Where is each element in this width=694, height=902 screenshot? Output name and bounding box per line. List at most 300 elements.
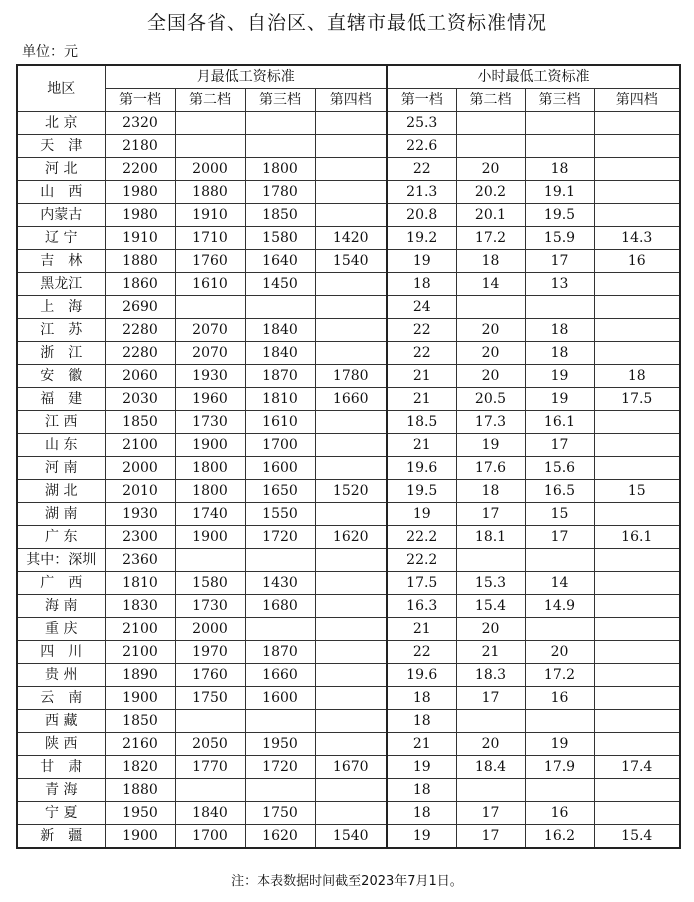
monthly-tier-1-cell: 1900	[105, 687, 175, 710]
table-row	[17, 296, 680, 319]
hourly-tier-1-cell: 19	[387, 825, 456, 849]
monthly-tier-4-cell	[315, 595, 387, 618]
monthly-tier-4-cell	[315, 319, 387, 342]
hourly-tier-4-cell	[594, 273, 680, 296]
monthly-tier-2-cell	[175, 710, 245, 733]
monthly-tier-2-cell: 1800	[175, 480, 245, 503]
table-row	[17, 503, 680, 526]
monthly-tier-4: 第四档	[315, 89, 387, 112]
hourly-tier-2: 第二档	[456, 89, 525, 112]
monthly-tier-3-cell: 1720	[245, 756, 315, 779]
monthly-tier-3-cell	[245, 135, 315, 158]
hourly-tier-4-cell	[594, 342, 680, 365]
hourly-tier-1-cell: 21	[387, 434, 456, 457]
monthly-tier-4-cell	[315, 733, 387, 756]
monthly-tier-3-cell: 1600	[245, 687, 315, 710]
hourly-tier-2-cell	[456, 779, 525, 802]
monthly-tier-4-cell	[315, 503, 387, 526]
hourly-tier-2-cell: 20	[456, 342, 525, 365]
monthly-tier-1-cell: 2200	[105, 158, 175, 181]
monthly-tier-4-cell	[315, 434, 387, 457]
hourly-tier-2-cell: 15.4	[456, 595, 525, 618]
monthly-tier-3-cell	[245, 549, 315, 572]
monthly-tier-4-cell: 1420	[315, 227, 387, 250]
monthly-tier-1-cell: 2030	[105, 388, 175, 411]
hourly-tier-4-cell: 17.5	[594, 388, 680, 411]
hourly-tier-2-cell: 17.2	[456, 227, 525, 250]
monthly-tier-4-cell	[315, 710, 387, 733]
monthly-tier-2-cell: 1580	[175, 572, 245, 595]
hourly-tier-2-cell: 21	[456, 641, 525, 664]
hourly-tier-4-cell	[594, 319, 680, 342]
monthly-tier-1-cell: 2300	[105, 526, 175, 549]
hourly-tier-2-cell: 20	[456, 618, 525, 641]
hourly-tier-1-cell: 20.8	[387, 204, 456, 227]
monthly-tier-3-cell: 1580	[245, 227, 315, 250]
unit-label: 单位：元	[22, 44, 78, 60]
monthly-tier-2-cell: 1700	[175, 825, 245, 849]
monthly-tier-1-cell: 1880	[105, 250, 175, 273]
table-row	[17, 687, 680, 710]
monthly-tier-3-cell: 1870	[245, 641, 315, 664]
monthly-tier-2-cell: 1710	[175, 227, 245, 250]
hourly-tier-4-cell	[594, 572, 680, 595]
hourly-tier-3-cell	[525, 112, 594, 135]
hourly-tier-3-cell	[525, 618, 594, 641]
hourly-tier-1-cell: 18	[387, 802, 456, 825]
region-cell: 西 藏	[17, 710, 105, 733]
monthly-tier-1-cell: 1980	[105, 204, 175, 227]
hourly-tier-3-cell: 17	[525, 250, 594, 273]
monthly-tier-4-cell	[315, 411, 387, 434]
monthly-tier-1-cell: 2280	[105, 319, 175, 342]
hourly-tier-2-cell: 18.3	[456, 664, 525, 687]
hourly-tier-2-cell	[456, 296, 525, 319]
hourly-tier-3-cell: 16.1	[525, 411, 594, 434]
monthly-tier-2-cell	[175, 112, 245, 135]
hourly-tier-2-cell: 20	[456, 319, 525, 342]
hourly-tier-3-cell: 17	[525, 526, 594, 549]
monthly-tier-3-cell: 1800	[245, 158, 315, 181]
monthly-tier-4-cell	[315, 181, 387, 204]
hourly-tier-4-cell	[594, 457, 680, 480]
monthly-tier-4-cell: 1620	[315, 526, 387, 549]
hourly-tier-1-cell: 19.6	[387, 664, 456, 687]
hourly-tier-3-cell: 15.6	[525, 457, 594, 480]
monthly-tier-1-cell: 1930	[105, 503, 175, 526]
monthly-tier-3-cell: 1650	[245, 480, 315, 503]
monthly-tier-3-cell: 1660	[245, 664, 315, 687]
monthly-tier-2-cell: 2050	[175, 733, 245, 756]
hourly-tier-3-cell: 17.9	[525, 756, 594, 779]
hourly-tier-1-cell: 22	[387, 158, 456, 181]
monthly-tier-3-cell	[245, 112, 315, 135]
hourly-tier-1-cell: 18	[387, 273, 456, 296]
hourly-tier-4-cell	[594, 204, 680, 227]
hourly-tier-2-cell: 15.3	[456, 572, 525, 595]
hourly-tier-3-cell: 16.2	[525, 825, 594, 849]
hourly-tier-1-cell: 21	[387, 733, 456, 756]
region-cell: 山 东	[17, 434, 105, 457]
monthly-tier-4-cell	[315, 204, 387, 227]
monthly-tier-3-cell	[245, 296, 315, 319]
monthly-tier-1-cell: 1980	[105, 181, 175, 204]
table-row	[17, 135, 680, 158]
region-cell: 安 徽	[17, 365, 105, 388]
monthly-tier-1-cell: 1950	[105, 802, 175, 825]
hourly-tier-3-cell: 13	[525, 273, 594, 296]
monthly-tier-4-cell	[315, 779, 387, 802]
monthly-tier-4-cell: 1780	[315, 365, 387, 388]
table-row	[17, 572, 680, 595]
table-row	[17, 158, 680, 181]
hourly-tier-2-cell: 20	[456, 158, 525, 181]
hourly-tier-2-cell: 20	[456, 365, 525, 388]
monthly-tier-4-cell	[315, 549, 387, 572]
monthly-tier-4-cell: 1540	[315, 825, 387, 849]
monthly-tier-1-cell: 2280	[105, 342, 175, 365]
monthly-tier-2-cell: 1610	[175, 273, 245, 296]
table-row	[17, 250, 680, 273]
monthly-tier-2-cell: 2070	[175, 319, 245, 342]
monthly-tier-2-cell	[175, 135, 245, 158]
hourly-tier-2-cell: 18	[456, 250, 525, 273]
monthly-tier-3-cell: 1840	[245, 342, 315, 365]
monthly-tier-4-cell	[315, 802, 387, 825]
hourly-tier-4-cell	[594, 549, 680, 572]
hourly-tier-1-cell: 17.5	[387, 572, 456, 595]
hourly-tier-3: 第三档	[525, 89, 594, 112]
hourly-tier-4-cell: 17.4	[594, 756, 680, 779]
monthly-tier-2-cell: 1750	[175, 687, 245, 710]
hourly-tier-3-cell	[525, 549, 594, 572]
table-row	[17, 204, 680, 227]
monthly-tier-3-cell: 1850	[245, 204, 315, 227]
region-cell: 福 建	[17, 388, 105, 411]
header-row-groups	[17, 65, 680, 89]
region-cell: 山 西	[17, 181, 105, 204]
hourly-tier-2-cell: 20.1	[456, 204, 525, 227]
hourly-tier-1-cell: 22.6	[387, 135, 456, 158]
monthly-tier-4-cell: 1540	[315, 250, 387, 273]
hourly-tier-1-cell: 16.3	[387, 595, 456, 618]
hourly-tier-2-cell	[456, 112, 525, 135]
monthly-tier-1-cell: 2360	[105, 549, 175, 572]
hourly-tier-1-cell: 18	[387, 710, 456, 733]
region-cell: 湖 北	[17, 480, 105, 503]
monthly-tier-1-cell: 1820	[105, 756, 175, 779]
monthly-tier-1-cell: 2180	[105, 135, 175, 158]
table-row	[17, 112, 680, 135]
monthly-tier-3-cell: 1750	[245, 802, 315, 825]
hourly-tier-3-cell: 19.5	[525, 204, 594, 227]
monthly-tier-3: 第三档	[245, 89, 315, 112]
hourly-tier-3-cell: 14.9	[525, 595, 594, 618]
header-row-tiers	[17, 89, 680, 112]
region-cell: 四 川	[17, 641, 105, 664]
hourly-tier-4-cell	[594, 664, 680, 687]
hourly-tier-1-cell: 18	[387, 687, 456, 710]
hourly-tier-3-cell: 19	[525, 388, 594, 411]
monthly-tier-4-cell	[315, 457, 387, 480]
table-row	[17, 618, 680, 641]
monthly-tier-4-cell: 1670	[315, 756, 387, 779]
monthly-tier-4-cell	[315, 273, 387, 296]
hourly-tier-2-cell: 17.6	[456, 457, 525, 480]
region-cell: 海 南	[17, 595, 105, 618]
hourly-tier-4-cell	[594, 112, 680, 135]
hourly-tier-3-cell	[525, 779, 594, 802]
monthly-tier-4-cell	[315, 572, 387, 595]
monthly-tier-1-cell: 1900	[105, 825, 175, 849]
hourly-tier-1-cell: 22.2	[387, 549, 456, 572]
hourly-tier-3-cell: 17.2	[525, 664, 594, 687]
monthly-tier-2-cell: 1730	[175, 411, 245, 434]
hourly-header: 小时最低工资标准	[387, 65, 680, 89]
monthly-tier-2-cell: 2070	[175, 342, 245, 365]
page-title: 全国各省、自治区、直辖市最低工资标准情况	[146, 12, 547, 34]
monthly-tier-3-cell: 1620	[245, 825, 315, 849]
hourly-tier-1-cell: 19.5	[387, 480, 456, 503]
hourly-tier-2-cell: 18.4	[456, 756, 525, 779]
table-row	[17, 365, 680, 388]
monthly-tier-3-cell: 1600	[245, 457, 315, 480]
hourly-tier-2-cell	[456, 135, 525, 158]
monthly-tier-1-cell: 1860	[105, 273, 175, 296]
monthly-tier-3-cell	[245, 779, 315, 802]
hourly-tier-3-cell: 14	[525, 572, 594, 595]
monthly-tier-2-cell	[175, 779, 245, 802]
hourly-tier-3-cell: 16.5	[525, 480, 594, 503]
footnote: 注：本表数据时间截至2023年7月1日。	[231, 874, 463, 889]
hourly-tier-3-cell: 18	[525, 158, 594, 181]
monthly-tier-2: 第二档	[175, 89, 245, 112]
monthly-tier-1: 第一档	[105, 89, 175, 112]
hourly-tier-4-cell	[594, 687, 680, 710]
region-cell: 其中：深圳	[17, 549, 105, 572]
hourly-tier-1-cell: 19.6	[387, 457, 456, 480]
hourly-tier-1-cell: 22.2	[387, 526, 456, 549]
hourly-tier-4-cell: 14.3	[594, 227, 680, 250]
table-row	[17, 388, 680, 411]
monthly-tier-3-cell: 1430	[245, 572, 315, 595]
monthly-tier-3-cell	[245, 710, 315, 733]
monthly-tier-1-cell: 1810	[105, 572, 175, 595]
hourly-tier-1-cell: 19	[387, 503, 456, 526]
table-row	[17, 595, 680, 618]
hourly-tier-2-cell: 18	[456, 480, 525, 503]
monthly-tier-1-cell: 2100	[105, 434, 175, 457]
monthly-tier-1-cell: 2100	[105, 618, 175, 641]
region-cell: 北 京	[17, 112, 105, 135]
hourly-tier-3-cell: 16	[525, 802, 594, 825]
hourly-tier-1-cell: 22	[387, 641, 456, 664]
region-cell: 重 庆	[17, 618, 105, 641]
hourly-tier-4-cell	[594, 503, 680, 526]
region-cell: 陕 西	[17, 733, 105, 756]
hourly-tier-2-cell: 20.2	[456, 181, 525, 204]
table-row	[17, 526, 680, 549]
hourly-tier-3-cell: 18	[525, 342, 594, 365]
hourly-tier-1-cell: 19	[387, 756, 456, 779]
region-header: 地区	[17, 65, 105, 112]
table-row	[17, 825, 680, 849]
monthly-tier-3-cell: 1840	[245, 319, 315, 342]
monthly-tier-3-cell: 1950	[245, 733, 315, 756]
hourly-tier-3-cell	[525, 135, 594, 158]
monthly-tier-4-cell	[315, 687, 387, 710]
hourly-tier-4-cell	[594, 618, 680, 641]
monthly-tier-2-cell: 1770	[175, 756, 245, 779]
hourly-tier-4-cell: 15.4	[594, 825, 680, 849]
hourly-tier-1-cell: 21	[387, 388, 456, 411]
hourly-tier-4-cell	[594, 641, 680, 664]
monthly-tier-3-cell: 1450	[245, 273, 315, 296]
monthly-tier-2-cell: 1760	[175, 664, 245, 687]
hourly-tier-4-cell: 18	[594, 365, 680, 388]
monthly-tier-1-cell: 2000	[105, 457, 175, 480]
monthly-tier-3-cell: 1550	[245, 503, 315, 526]
region-cell: 广 东	[17, 526, 105, 549]
hourly-tier-4-cell	[594, 733, 680, 756]
hourly-tier-4-cell	[594, 296, 680, 319]
monthly-tier-3-cell: 1610	[245, 411, 315, 434]
hourly-tier-2-cell: 17	[456, 802, 525, 825]
hourly-tier-1-cell: 22	[387, 342, 456, 365]
monthly-tier-1-cell: 1910	[105, 227, 175, 250]
monthly-tier-1-cell: 2320	[105, 112, 175, 135]
monthly-tier-2-cell: 1900	[175, 526, 245, 549]
monthly-tier-2-cell: 1840	[175, 802, 245, 825]
region-cell: 河 北	[17, 158, 105, 181]
monthly-tier-3-cell	[245, 618, 315, 641]
hourly-tier-2-cell: 17.3	[456, 411, 525, 434]
table-row	[17, 434, 680, 457]
hourly-tier-1-cell: 18.5	[387, 411, 456, 434]
hourly-tier-4-cell	[594, 434, 680, 457]
monthly-tier-3-cell: 1780	[245, 181, 315, 204]
monthly-tier-4-cell	[315, 342, 387, 365]
hourly-tier-2-cell: 14	[456, 273, 525, 296]
region-cell: 辽 宁	[17, 227, 105, 250]
monthly-tier-2-cell: 1970	[175, 641, 245, 664]
hourly-tier-4-cell	[594, 802, 680, 825]
hourly-tier-1-cell: 21	[387, 618, 456, 641]
hourly-tier-2-cell: 20	[456, 733, 525, 756]
monthly-tier-4-cell	[315, 135, 387, 158]
hourly-tier-3-cell: 16	[525, 687, 594, 710]
monthly-tier-3-cell: 1700	[245, 434, 315, 457]
monthly-tier-3-cell: 1720	[245, 526, 315, 549]
region-cell: 黑龙江	[17, 273, 105, 296]
monthly-tier-1-cell: 2010	[105, 480, 175, 503]
hourly-tier-1: 第一档	[387, 89, 456, 112]
monthly-tier-1-cell: 1890	[105, 664, 175, 687]
table-row	[17, 319, 680, 342]
monthly-tier-2-cell	[175, 296, 245, 319]
monthly-tier-3-cell: 1870	[245, 365, 315, 388]
monthly-tier-1-cell: 1850	[105, 411, 175, 434]
monthly-tier-2-cell	[175, 549, 245, 572]
region-cell: 云 南	[17, 687, 105, 710]
hourly-tier-2-cell	[456, 710, 525, 733]
monthly-tier-4-cell: 1520	[315, 480, 387, 503]
hourly-tier-1-cell: 18	[387, 779, 456, 802]
hourly-tier-1-cell: 19.2	[387, 227, 456, 250]
table-row	[17, 802, 680, 825]
region-cell: 宁 夏	[17, 802, 105, 825]
region-cell: 上 海	[17, 296, 105, 319]
monthly-tier-2-cell: 2000	[175, 618, 245, 641]
hourly-tier-1-cell: 19	[387, 250, 456, 273]
region-cell: 广 西	[17, 572, 105, 595]
hourly-tier-3-cell: 15	[525, 503, 594, 526]
monthly-tier-2-cell: 2000	[175, 158, 245, 181]
monthly-tier-1-cell: 2100	[105, 641, 175, 664]
region-cell: 贵 州	[17, 664, 105, 687]
hourly-tier-2-cell: 20.5	[456, 388, 525, 411]
monthly-tier-1-cell: 2690	[105, 296, 175, 319]
monthly-tier-4-cell	[315, 296, 387, 319]
hourly-tier-4-cell	[594, 411, 680, 434]
monthly-tier-3-cell: 1810	[245, 388, 315, 411]
region-cell: 湖 南	[17, 503, 105, 526]
hourly-tier-4-cell	[594, 595, 680, 618]
region-cell: 浙 江	[17, 342, 105, 365]
region-cell: 河 南	[17, 457, 105, 480]
table-row	[17, 273, 680, 296]
monthly-tier-2-cell: 1730	[175, 595, 245, 618]
hourly-tier-2-cell: 17	[456, 825, 525, 849]
monthly-tier-4-cell	[315, 618, 387, 641]
table-row	[17, 342, 680, 365]
monthly-header: 月最低工资标准	[105, 65, 387, 89]
table-row	[17, 181, 680, 204]
monthly-tier-4-cell	[315, 641, 387, 664]
monthly-tier-1-cell: 2160	[105, 733, 175, 756]
table-row	[17, 733, 680, 756]
region-cell: 江 苏	[17, 319, 105, 342]
hourly-tier-1-cell: 21.3	[387, 181, 456, 204]
monthly-tier-1-cell: 1830	[105, 595, 175, 618]
hourly-tier-4-cell	[594, 710, 680, 733]
monthly-tier-1-cell: 1880	[105, 779, 175, 802]
monthly-tier-3-cell: 1640	[245, 250, 315, 273]
monthly-tier-2-cell: 1760	[175, 250, 245, 273]
region-cell: 江 西	[17, 411, 105, 434]
monthly-tier-1-cell: 1850	[105, 710, 175, 733]
hourly-tier-2-cell: 18.1	[456, 526, 525, 549]
table-row	[17, 756, 680, 779]
monthly-tier-2-cell: 1910	[175, 204, 245, 227]
table-row	[17, 227, 680, 250]
monthly-tier-2-cell: 1960	[175, 388, 245, 411]
table-row	[17, 411, 680, 434]
table-row	[17, 549, 680, 572]
region-cell: 吉 林	[17, 250, 105, 273]
monthly-tier-1-cell: 2060	[105, 365, 175, 388]
hourly-tier-3-cell: 17	[525, 434, 594, 457]
region-cell: 青 海	[17, 779, 105, 802]
hourly-tier-2-cell: 19	[456, 434, 525, 457]
table-row	[17, 664, 680, 687]
hourly-tier-4-cell	[594, 181, 680, 204]
hourly-tier-3-cell: 18	[525, 319, 594, 342]
monthly-tier-2-cell: 1900	[175, 434, 245, 457]
hourly-tier-4-cell: 16	[594, 250, 680, 273]
hourly-tier-1-cell: 21	[387, 365, 456, 388]
hourly-tier-4-cell	[594, 158, 680, 181]
